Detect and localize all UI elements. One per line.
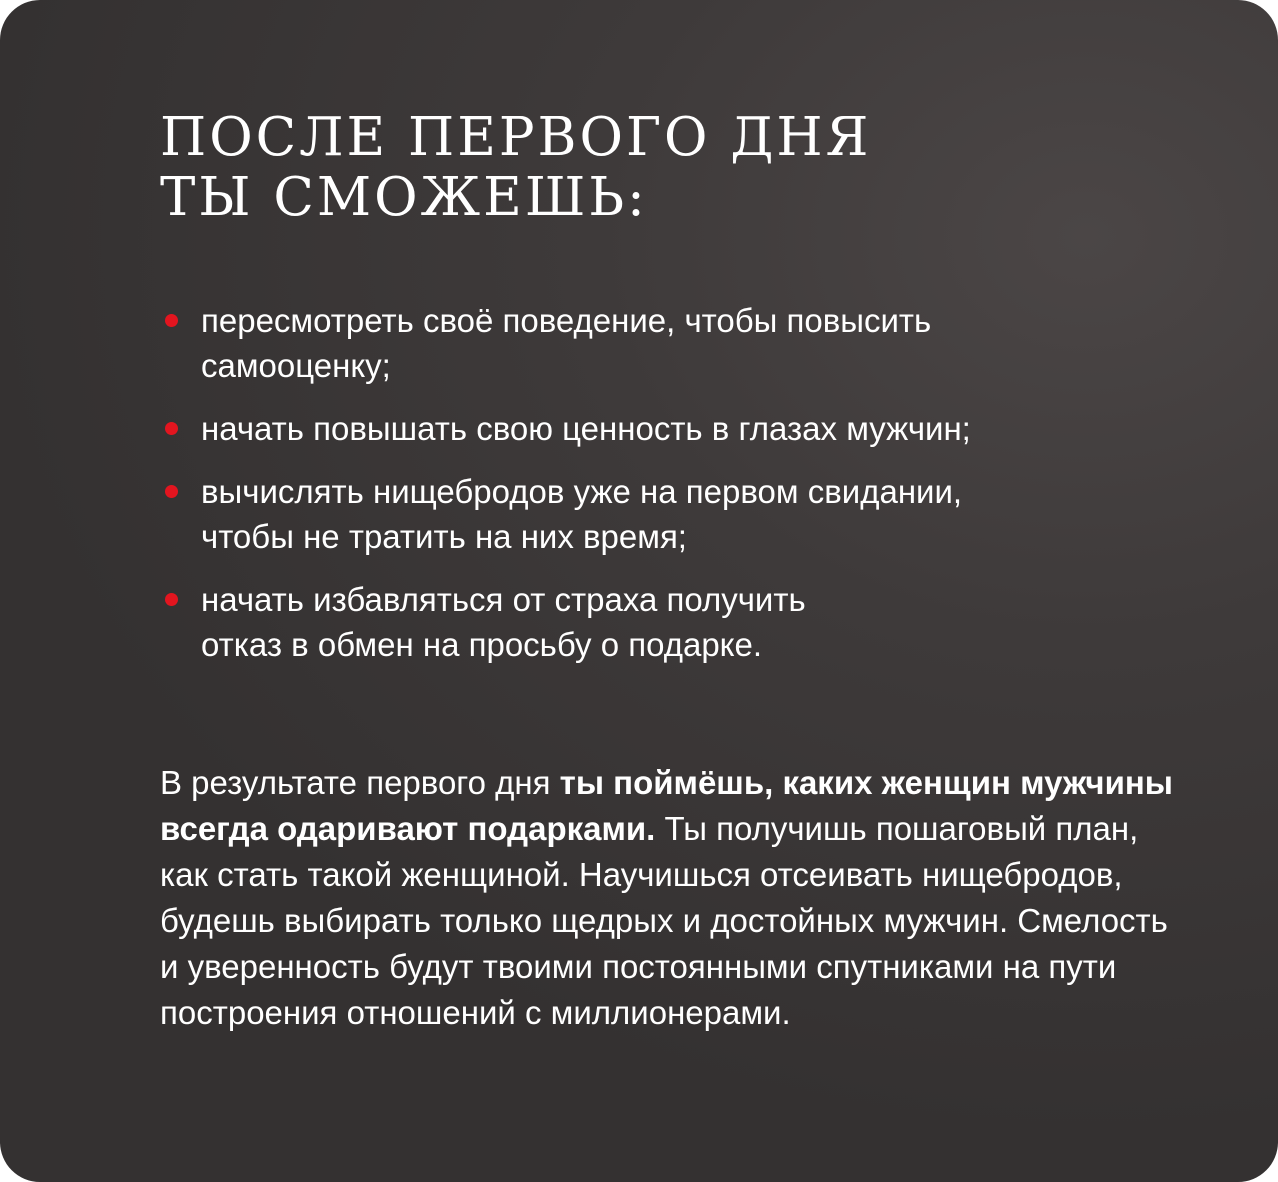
summary-rest: Ты получишь пошаговый план, как стать такой женщиной. Научишься отсеивать нищебродов, будешь выбирать только щедрых и достойных мужчин. Смелость и уверенность будут твоими постоянными спутниками на пути построения отношений с миллионерами. [160, 810, 1168, 1031]
list-item [160, 469, 1160, 559]
page-title [160, 108, 871, 228]
summary-highlight: ты поймёшь, каких женщин мужчины всегда одаривают подарками. [160, 764, 1173, 847]
list-item [160, 577, 1160, 667]
red-dot-icon [165, 485, 178, 498]
benefits-list [160, 298, 1160, 685]
list-item-line: начать избавляться от страха получить [201, 581, 806, 618]
red-dot-icon [165, 422, 178, 435]
list-item-line: пересмотреть своё поведение, чтобы повысить [201, 302, 932, 339]
summary-intro: В результате первого дня [160, 764, 560, 801]
title-line-2: ТЫ СМОЖЕШЬ: [160, 167, 648, 228]
list-item-line: вычислять нищебродов уже на первом свидании, [201, 473, 963, 510]
title-line-1: ПОСЛЕ ПЕРВОГО ДНЯ [160, 107, 872, 168]
red-dot-icon [165, 314, 178, 327]
list-item [160, 298, 1160, 388]
list-item-line: начать повышать свою ценность в глазах мужчин; [201, 410, 971, 447]
summary-paragraph [160, 760, 1180, 1036]
list-item-line: самооценку; [201, 347, 391, 384]
red-dot-icon [165, 593, 178, 606]
list-item [160, 406, 1160, 451]
list-item-line: чтобы не тратить на них время; [201, 518, 687, 555]
list-item-line: отказ в обмен на просьбу о подарке. [201, 626, 763, 663]
